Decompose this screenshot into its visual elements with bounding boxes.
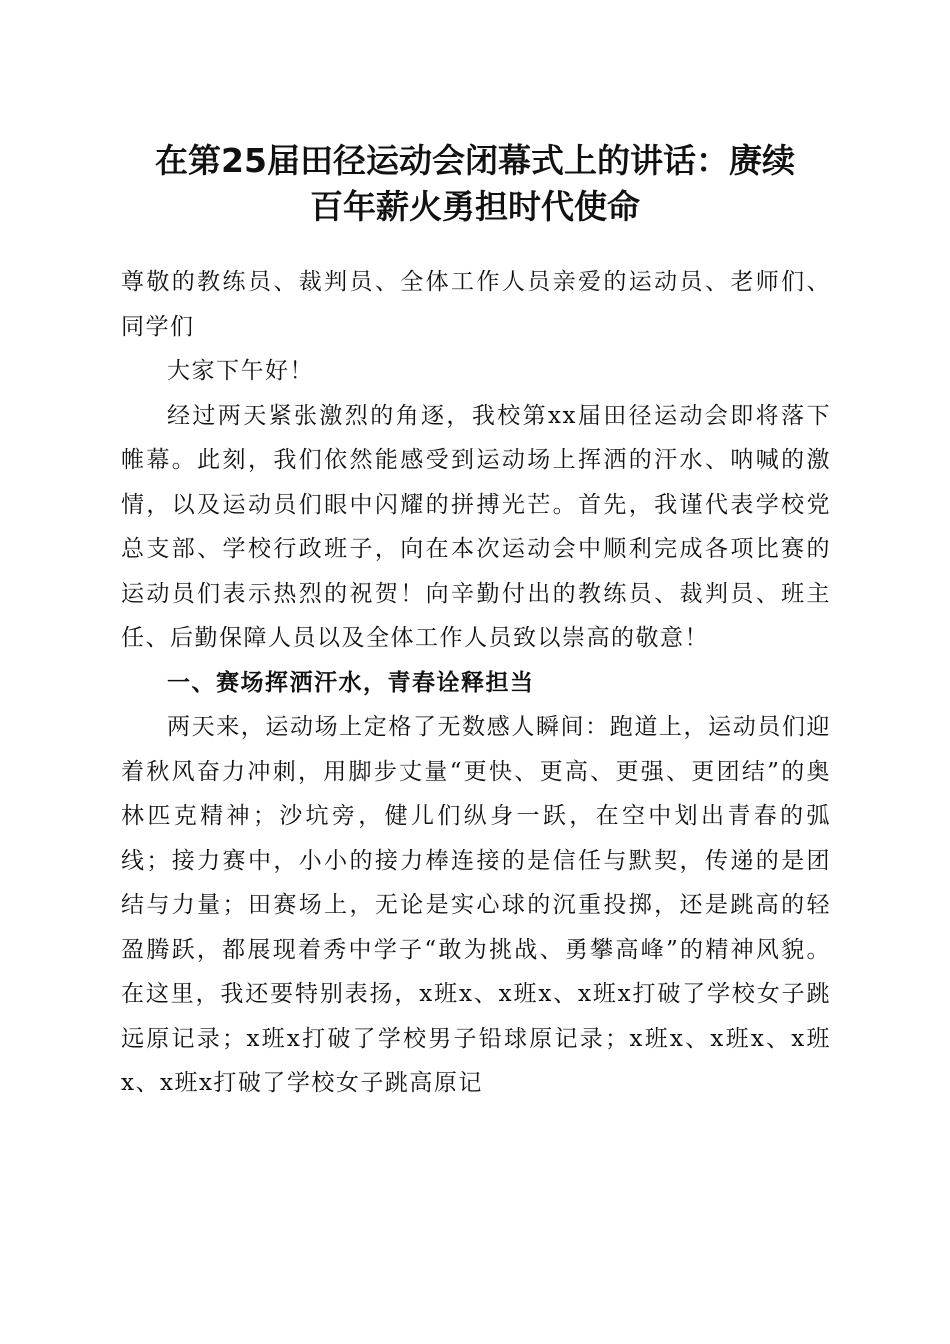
section-heading: 一、赛场挥洒汗水，青春诠释担当 xyxy=(167,669,535,696)
title-line-1: 在第25届田径运动会闭幕式上的讲话：赓续 xyxy=(155,141,795,180)
salutation: 尊敬的教练员、裁判员、全体工作人员亲爱的运动员、老师们、同学们 xyxy=(121,269,831,340)
document-title xyxy=(100,138,850,230)
greeting: 大家下午好！ xyxy=(167,358,314,384)
title-line-2: 百年薪火勇担时代使命 xyxy=(310,187,640,226)
document-body xyxy=(121,260,831,1106)
paragraph: 两天来，运动场上定格了无数感人瞬间：跑道上，运动员们迎着秋风奋力冲刺，用脚步丈量“更快、更高、更强、更团结”的奥林匹克精神；沙坑旁，健儿们纵身一跃，在空中划出青春的弧线；接力赛中，小小的接力棒连接的是信任与默契，传递的是团结与力量；田赛场上，无论是实心球的沉重投掷，还是跳高的轻盈腾跃，都展现着秀中学子“敢为挑战、勇攀高峰”的精神风貌。在这里，我还要特别表扬，x班x、x班x、x班x打破了学校女子跳远原记录；x班x打破了学校男子铅球原记录；x班x、x班x、x班x、x班x打破了学校女子跳高原记 xyxy=(121,714,831,1096)
paragraph: 经过两天紧张激烈的角逐，我校第xx届田径运动会即将落下帷幕。此刻，我们依然能感受到运动场上挥洒的汗水、呐喊的激情，以及运动员们眼中闪耀的拼搏光芒。首先，我谨代表学校党总支部、学校行政班子，向在本次运动会中顺利完成各项比赛的运动员们表示热烈的祝贺！向辛勤付出的教练员、裁判员、班主任、后勤保障人员以及全体工作人员致以崇高的敬意！ xyxy=(121,402,831,651)
